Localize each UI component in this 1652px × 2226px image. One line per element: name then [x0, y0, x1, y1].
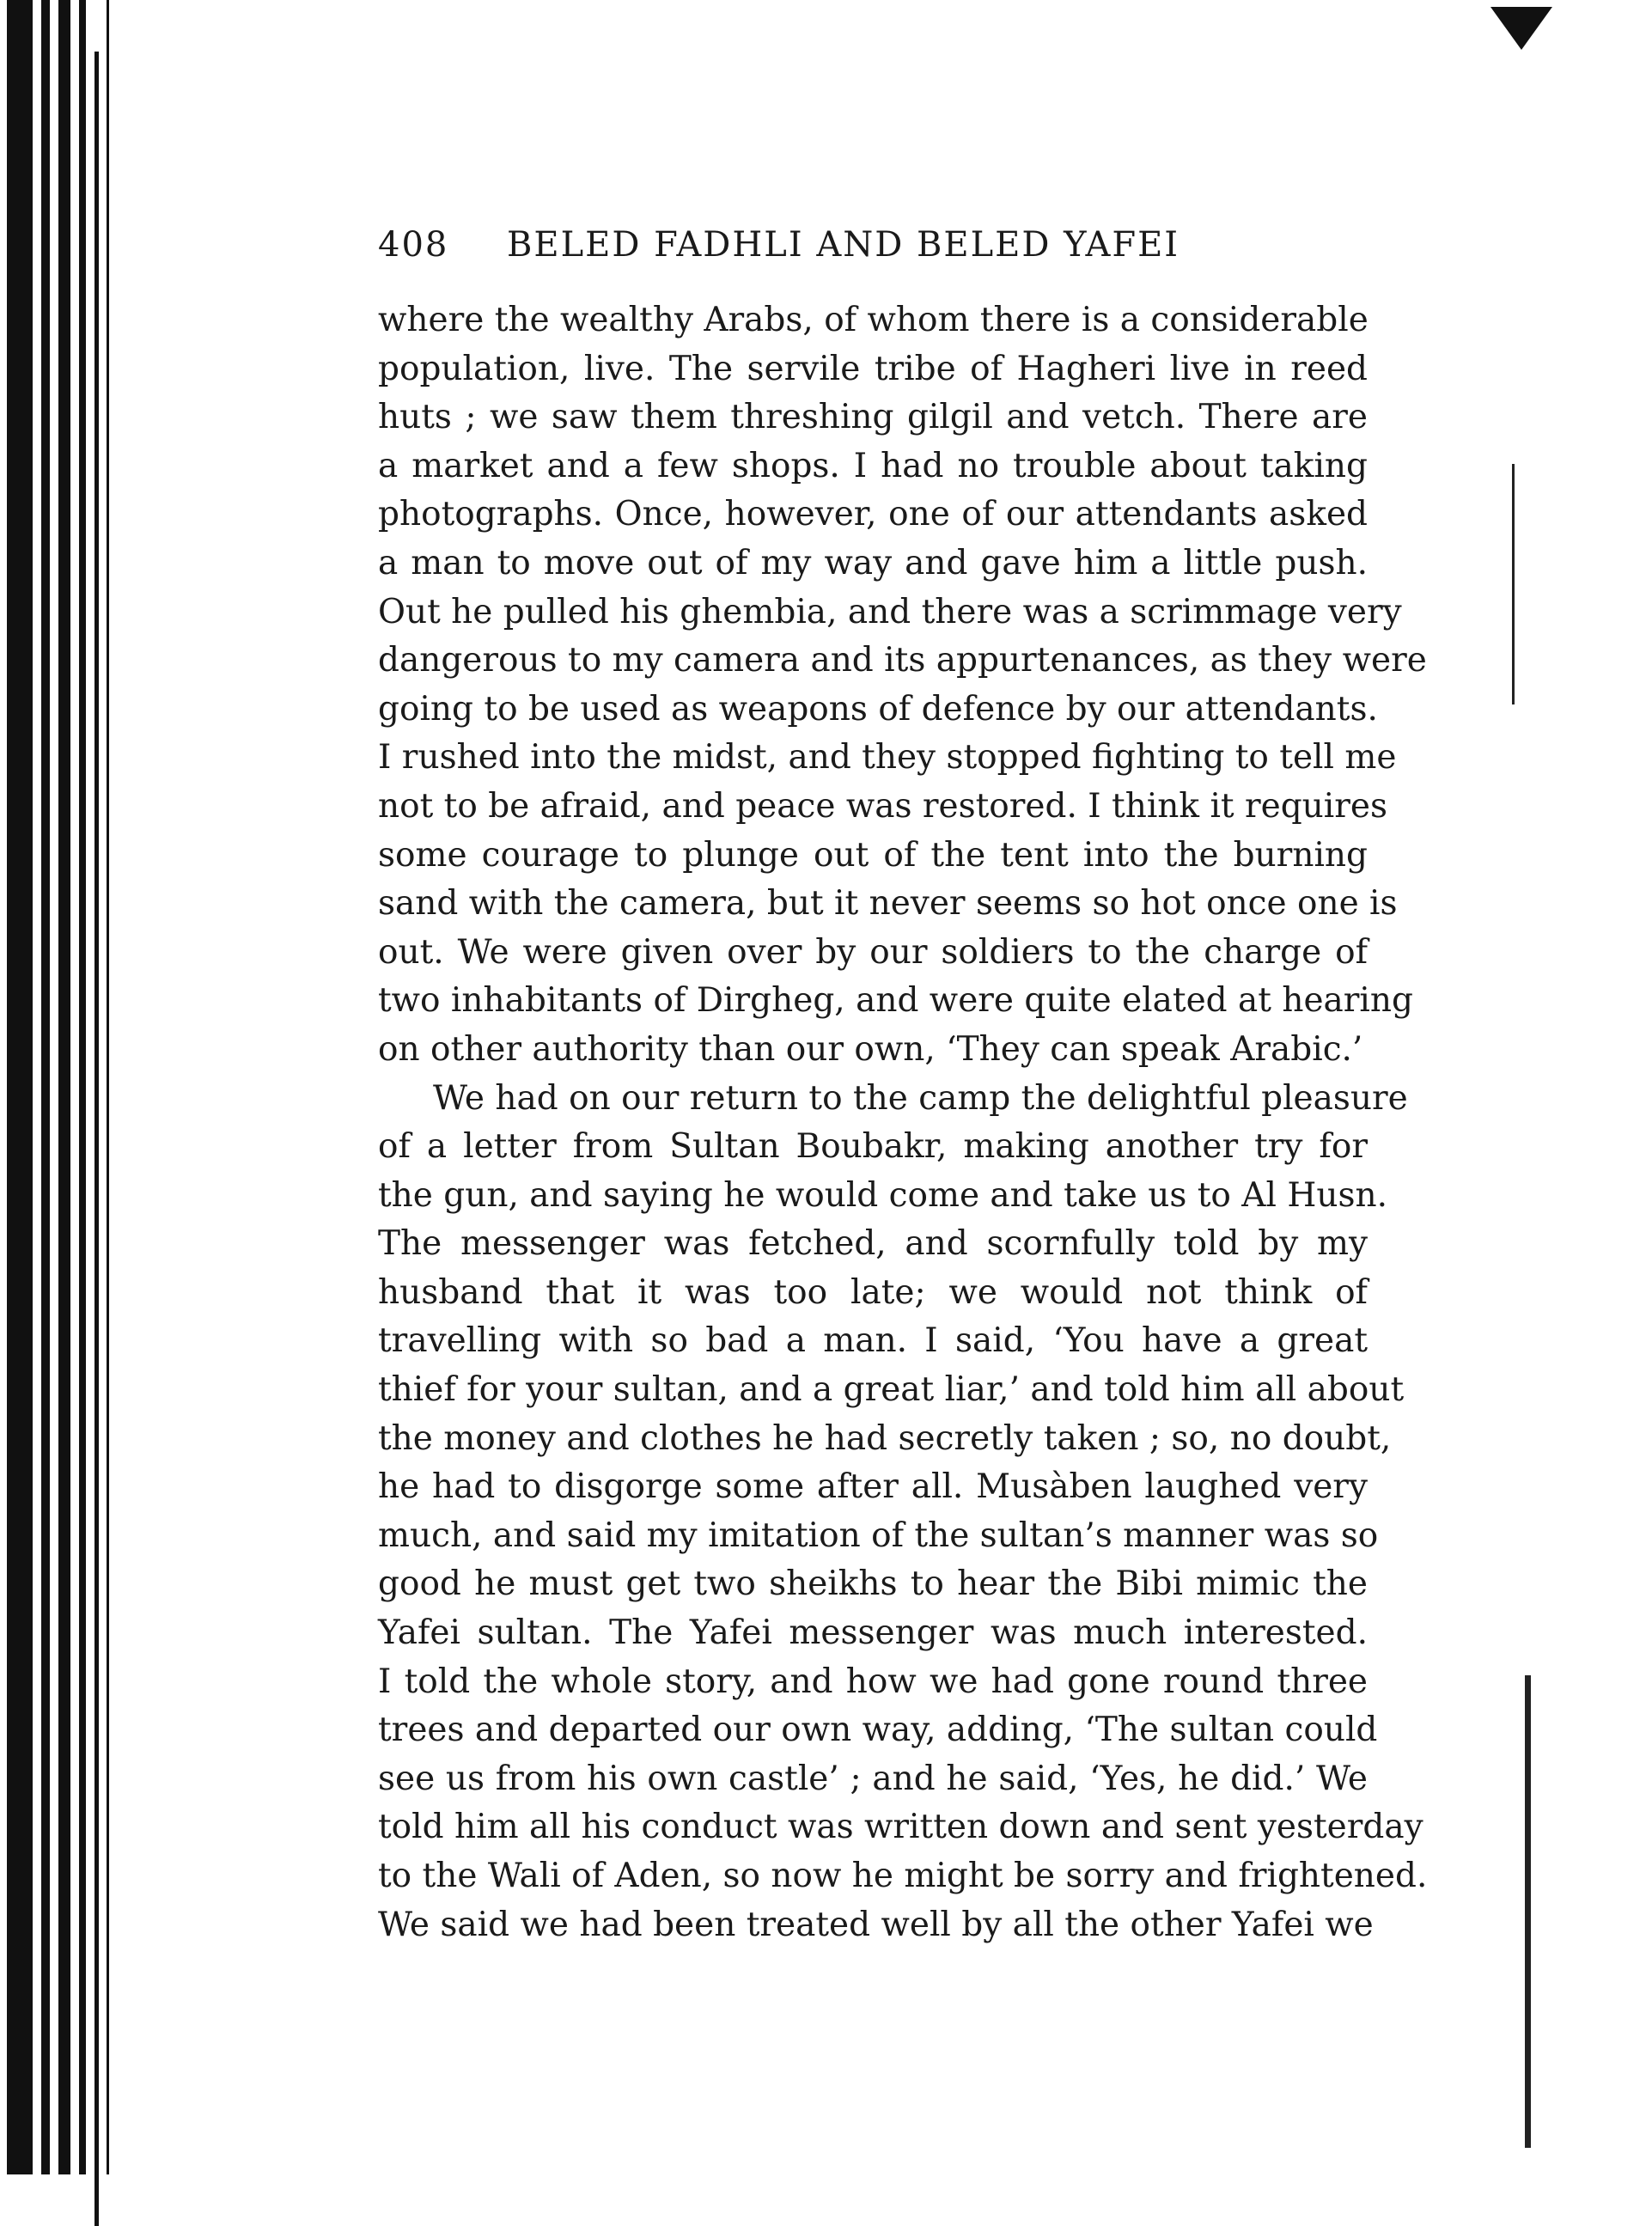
text-line: some courage to plunge out of the tent into the burning	[378, 835, 1368, 875]
text-line: dangerous to my camera and its appurtenances, as they were	[378, 641, 1427, 680]
text-line: Out he pulled his ghembia, and there was a scrimmage very	[378, 592, 1402, 631]
text-line: not to be afraid, and peace was restored. I think it requires	[378, 786, 1388, 826]
text-line: husband that it was too late; we would not think of	[378, 1272, 1368, 1312]
scan-margin-mark	[1512, 464, 1515, 704]
text-line: sand with the camera, but it never seems so hot once one is	[378, 884, 1398, 924]
text-line: where the wealthy Arabs, of whom there is a considerable	[378, 301, 1369, 339]
text-line: much, and said my imitation of the sultan’s manner was so	[378, 1516, 1379, 1555]
text-line: the gun, and saying he would come and take us to Al Husn.	[378, 1175, 1387, 1215]
text-line: The messenger was fetched, and scornfully told by my	[378, 1224, 1368, 1264]
running-title: BELED FADHLI AND BELED YAFEI	[507, 225, 1180, 265]
binding-edge-shadow	[107, 0, 109, 2174]
text-line: I rushed into the midst, and they stopped fighting to tell me	[378, 738, 1397, 778]
text-line: two inhabitants of Dirgheg, and were quite elated at hearing	[378, 981, 1413, 1021]
binding-edge-shadow	[94, 52, 99, 2226]
text-line: the money and clothes he had secretly taken ; so, no doubt,	[378, 1418, 1392, 1458]
binding-edge-shadow	[41, 0, 50, 2174]
binding-edge-shadow	[7, 0, 33, 2174]
text-line: good he must get two sheikhs to hear the Bibi mimic the	[378, 1564, 1368, 1604]
text-line: to the Wali of Aden, so now he might be sorry and frightened.	[378, 1857, 1428, 1895]
text-line: on other authority than our own, ‘They can speak Arabic.’	[378, 1029, 1363, 1069]
text-line: going to be used as weapons of defence by our attendants.	[378, 689, 1378, 729]
text-line: trees and departed our own way, adding, ‘The sultan could	[378, 1711, 1378, 1750]
text-line: of a letter from Sultan Boubakr, making another try for	[378, 1127, 1368, 1167]
text-line: a market and a few shops. I had no trouble about taking	[378, 446, 1368, 485]
binding-edge-shadow	[58, 0, 70, 2174]
text-line: We said we had been treated well by all the other Yafei we	[378, 1905, 1374, 1944]
binding-edge-shadow	[79, 0, 86, 2174]
text-line: travelling with so bad a man. I said, ‘You have a great	[378, 1321, 1368, 1361]
text-line: a man to move out of my way and gave him a little push.	[378, 543, 1368, 582]
corner-mark	[1490, 7, 1552, 50]
text-line: told him all his conduct was written down and sent yesterday	[378, 1808, 1423, 1847]
scan-margin-mark	[1525, 1675, 1531, 2148]
text-line: thief for your sultan, and a great liar,’ and told him all about	[378, 1370, 1405, 1410]
text-line: huts ; we saw them threshing gilgil and vetch. There are	[378, 398, 1368, 437]
text-line: photographs. Once, however, one of our attendants asked	[378, 495, 1368, 534]
text-line: population, live. The servile tribe of Hagheri live in reed	[378, 349, 1368, 388]
text-line: see us from his own castle’ ; and he said, ‘Yes, he did.’ We	[378, 1759, 1368, 1798]
page-body	[378, 296, 1428, 1949]
text-line: We had on our return to the camp the delightful pleasure	[433, 1078, 1408, 1118]
text-line: I told the whole story, and how we had gone round three	[378, 1662, 1368, 1701]
text-line: out. We were given over by our soldiers to the charge of	[378, 932, 1368, 972]
text-line: Yafei sultan. The Yafei messenger was much interested.	[378, 1613, 1368, 1653]
page-number: 408	[378, 225, 449, 265]
text-line: he had to disgorge some after all. Musàben laughed very	[378, 1467, 1368, 1507]
